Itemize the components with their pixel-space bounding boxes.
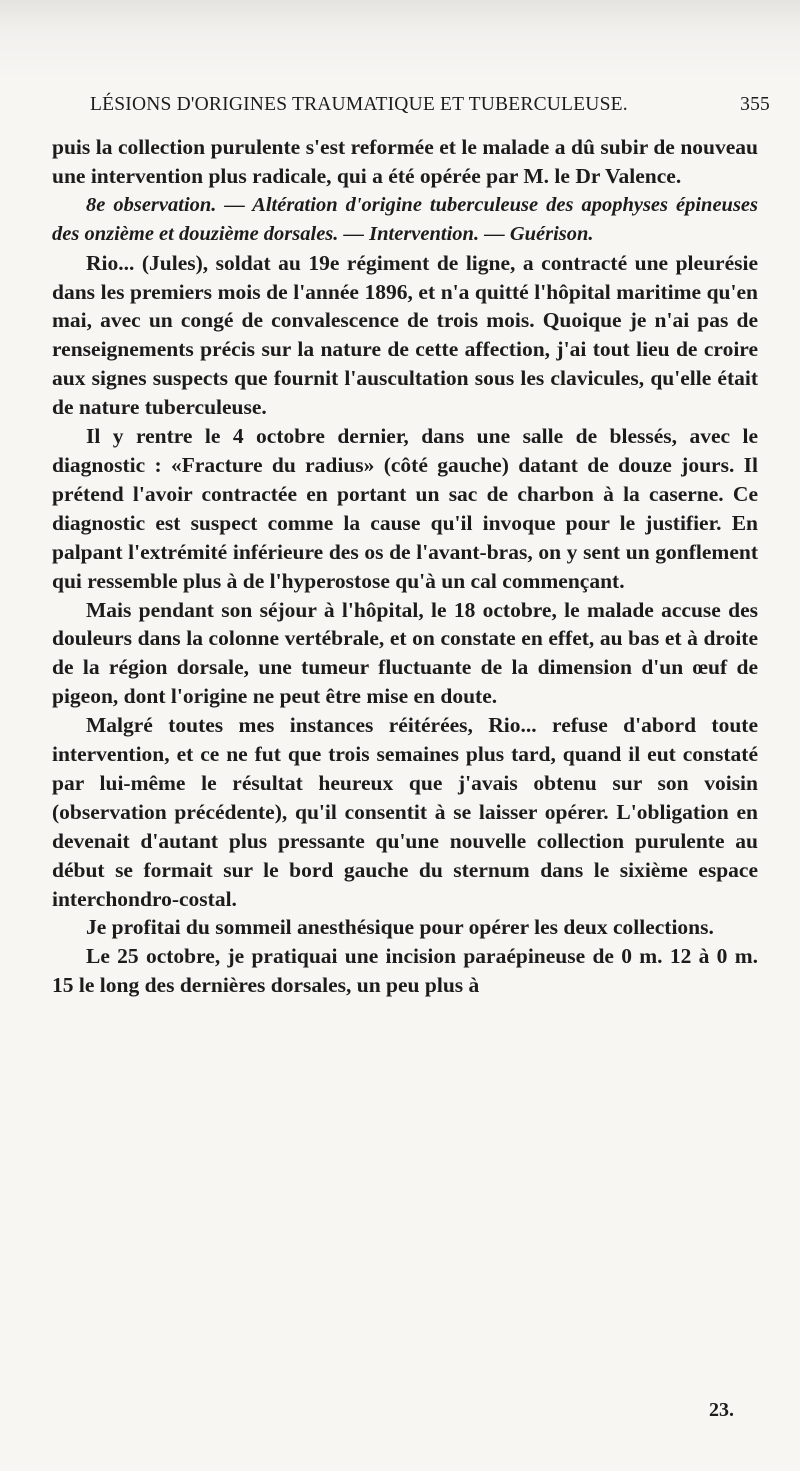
paragraph-continuation: puis la collection purulente s'est reformée et le malade a dû subir de nouveau une intervention plus radicale, qui a été opérée par M. le Dr Valence. [52,135,758,188]
observation-heading: 8e observation. — Altération d'origine tuberculeuse des apophyses épineuses des onzième et douzième dorsales. — Intervention. — Guérison. [52,193,758,245]
paragraph: Le 25 octobre, je pratiquai une incision paraépineuse de 0 m. 12 à 0 m. 15 le long des dernières dorsales, un peu plus à [52,944,758,998]
paragraph: Malgré toutes mes instances réitérées, Rio... refuse d'abord toute intervention, et ce ne fut que trois semaines plus tard, quand il eut constaté par lui-même le résultat heureux que j'avais obtenu sur son voisin (observation précédente), qu'il consentit à se laisser opérer. L'obligation en devenait d'autant plus pressante qu'une nouvelle collection purulente au début se formait sur le bord gauche du sternum dans le sixième espace interchondro-costal. [52,713,758,911]
paragraph: Je profitai du sommeil anesthésique pour opérer les deux collections. [86,915,714,940]
paragraph: Mais pendant son séjour à l'hôpital, le 18 octobre, le malade accuse des douleurs dans la colonne vertébrale, et on constate en effet, au bas et à droite de la région dorsale, une tumeur fluctuante de la dimension d'un œuf de pigeon, dont l'origine ne peut être mise en doute. [52,597,758,709]
page-number: 355 [740,94,770,115]
paragraph: Rio... (Jules), soldat au 19e régiment de ligne, a contracté une pleurésie dans les premiers mois de l'année 1896, et n'a quitté l'hôpital maritime qu'en mai, avec un congé de convalescence de trois mois. Quoique je n'ai pas de renseignements précis sur la nature de cette affection, j'ai tout lieu de croire aux signes suspects que fournit l'auscultation sous les clavicules, qu'elle était de nature tuberculeuse. [52,250,758,420]
signature-mark: 23. [709,1399,734,1421]
running-header [90,94,770,122]
body-text [52,133,758,1000]
running-title: LÉSIONS D'ORIGINES TRAUMATIQUE ET TUBERCULEUSE. [90,94,628,115]
paragraph: Il y rentre le 4 octobre dernier, dans une salle de blessés, avec le diagnostic : «Fracture du radius» (côté gauche) datant de douze jours. Il prétend l'avoir contractée en portant un sac de charbon à la caserne. Ce diagnostic est suspect comme la cause qu'il invoque pour le justifier. En palpant l'extrémité inférieure des os de l'avant-bras, on y sent un gonflement qui ressemble plus à de l'hyperostose qu'à un cal commençant. [52,424,758,593]
